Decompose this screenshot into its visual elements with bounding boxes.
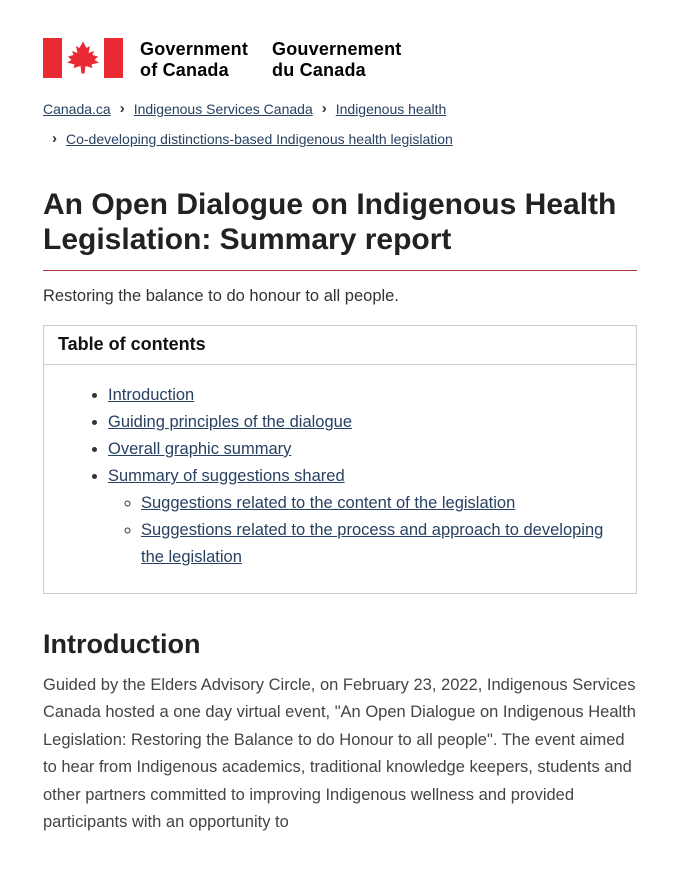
- toc-subitem: [141, 517, 622, 571]
- breadcrumb-item: [43, 101, 111, 117]
- breadcrumb-link-co-developing[interactable]: Co-developing distinctions-based Indigenous health legislation: [66, 131, 453, 147]
- toc-item: [108, 382, 622, 409]
- breadcrumb-item: [313, 101, 447, 117]
- toc-list: [44, 365, 636, 593]
- gc-signature-en-line2: of Canada: [140, 60, 229, 80]
- chevron-right-icon: ›: [52, 130, 57, 147]
- breadcrumb-item: [43, 131, 453, 147]
- main-content: [43, 187, 637, 836]
- gc-signature-en-line1: Government: [140, 39, 249, 59]
- toc-link-guiding-principles[interactable]: Guiding principles of the dialogue: [108, 413, 352, 431]
- gc-signature-fr-line2: du Canada: [272, 60, 366, 80]
- toc-heading: Table of contents: [44, 326, 636, 365]
- gc-signature-english: [140, 39, 248, 81]
- page-subtitle: Restoring the balance to do honour to all people.: [43, 287, 399, 305]
- toc-link-suggestions-content[interactable]: Suggestions related to the content of the legislation: [141, 494, 516, 512]
- toc-subitem: [141, 490, 622, 517]
- gc-signature: [43, 38, 637, 81]
- toc-item: [108, 463, 622, 571]
- chevron-right-icon: ›: [119, 100, 125, 117]
- breadcrumb: [43, 101, 637, 147]
- section-heading-introduction: Introduction: [43, 629, 201, 659]
- toc-link-suggestions-process[interactable]: Suggestions related to the process and approach to developing the legislation: [141, 521, 604, 566]
- toc-link-introduction[interactable]: Introduction: [108, 386, 195, 404]
- gc-signature-fr-line1: Gouvernement: [272, 39, 402, 59]
- toc-link-graphic-summary[interactable]: Overall graphic summary: [108, 440, 292, 458]
- chevron-right-icon: ›: [321, 100, 327, 117]
- breadcrumb-link-canada-ca[interactable]: Canada.ca: [43, 101, 111, 117]
- table-of-contents: [43, 325, 637, 594]
- canada-flag-icon: [43, 38, 123, 78]
- toc-link-summary-of-suggestions[interactable]: Summary of suggestions shared: [108, 467, 345, 485]
- toc-item: [108, 436, 622, 463]
- page-title: An Open Dialogue on Indigenous Health Legislation: Summary report: [43, 187, 637, 271]
- gc-signature-french: [272, 39, 401, 81]
- breadcrumb-item: [111, 101, 313, 117]
- toc-sublist: [108, 490, 622, 571]
- breadcrumb-link-indigenous-services[interactable]: Indigenous Services Canada: [133, 101, 313, 117]
- toc-item: [108, 409, 622, 436]
- breadcrumb-link-indigenous-health[interactable]: Indigenous health: [335, 101, 447, 117]
- introduction-paragraph: Guided by the Elders Advisory Circle, on February 23, 2022, Indigenous Services Canada hosted a one day virtual event, "An Open Dialogue on Indigenous Health Legislation: Restoring the Balance to do Honour to all people". The event aimed to hear from Indigenous academics, traditional knowledge keepers, students and other partners committed to improving Indigenous wellness and provided participants with an opportunity to: [43, 676, 636, 832]
